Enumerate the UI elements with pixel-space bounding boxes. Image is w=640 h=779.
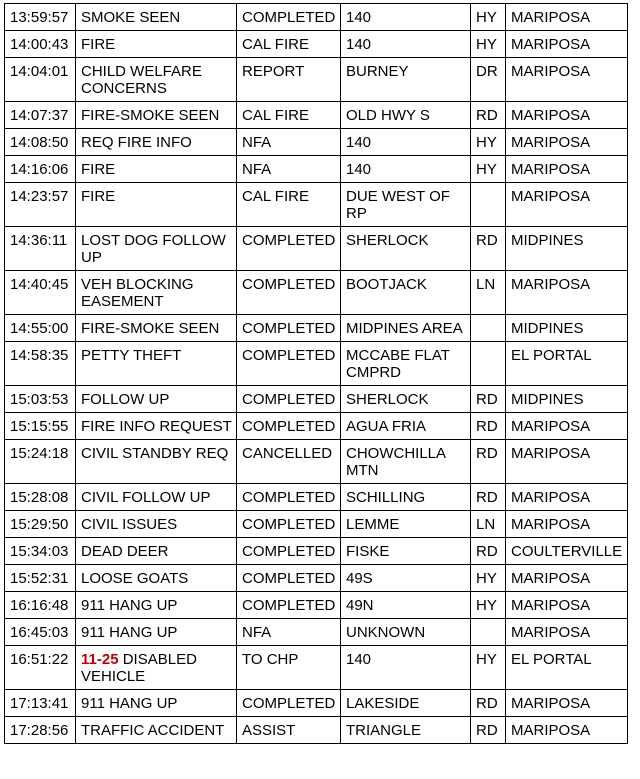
table-row	[5, 717, 628, 744]
city-cell: MIDPINES	[506, 386, 628, 413]
disposition-cell: REPORT	[237, 58, 341, 102]
street-suffix-cell	[471, 619, 506, 646]
incident-type-cell: CIVIL FOLLOW UP	[76, 484, 237, 511]
table-row	[5, 484, 628, 511]
disposition-cell: COMPLETED	[237, 484, 341, 511]
city-cell: MARIPOSA	[506, 511, 628, 538]
incident-type-cell: FOLLOW UP	[76, 386, 237, 413]
time-cell: 15:29:50	[5, 511, 76, 538]
city-cell: MARIPOSA	[506, 565, 628, 592]
table-row	[5, 592, 628, 619]
incident-log-body	[5, 4, 628, 744]
table-row	[5, 58, 628, 102]
disposition-cell: NFA	[237, 156, 341, 183]
city-cell: MARIPOSA	[506, 58, 628, 102]
disposition-cell: CAL FIRE	[237, 31, 341, 58]
table-row	[5, 4, 628, 31]
time-cell: 14:07:37	[5, 102, 76, 129]
incident-type-cell: 911 HANG UP	[76, 619, 237, 646]
street-suffix-cell: RD	[471, 690, 506, 717]
incident-type-cell: CIVIL STANDBY REQ	[76, 440, 237, 484]
street-suffix-cell: HY	[471, 565, 506, 592]
disposition-cell: COMPLETED	[237, 511, 341, 538]
location-cell: 140	[341, 31, 471, 58]
table-row	[5, 271, 628, 315]
time-cell: 14:23:57	[5, 183, 76, 227]
street-suffix-cell: HY	[471, 646, 506, 690]
street-suffix-cell: HY	[471, 592, 506, 619]
disposition-cell: COMPLETED	[237, 413, 341, 440]
city-cell: MARIPOSA	[506, 183, 628, 227]
street-suffix-cell: HY	[471, 129, 506, 156]
location-cell: CHOWCHILLA MTN	[341, 440, 471, 484]
time-cell: 13:59:57	[5, 4, 76, 31]
incident-type-cell	[76, 646, 237, 690]
street-suffix-cell: RD	[471, 102, 506, 129]
street-suffix-cell: RD	[471, 717, 506, 744]
city-cell: MIDPINES	[506, 227, 628, 271]
table-row	[5, 413, 628, 440]
location-cell: SCHILLING	[341, 484, 471, 511]
location-cell: SHERLOCK	[341, 386, 471, 413]
street-suffix-cell: LN	[471, 511, 506, 538]
incident-type-cell: VEH BLOCKING EASEMENT	[76, 271, 237, 315]
table-row	[5, 156, 628, 183]
city-cell: MARIPOSA	[506, 619, 628, 646]
street-suffix-cell: LN	[471, 271, 506, 315]
city-cell: MARIPOSA	[506, 4, 628, 31]
disposition-cell: CAL FIRE	[237, 102, 341, 129]
disposition-cell: COMPLETED	[237, 271, 341, 315]
disposition-cell: COMPLETED	[237, 386, 341, 413]
location-cell: 140	[341, 156, 471, 183]
incident-type-cell: REQ FIRE INFO	[76, 129, 237, 156]
table-row	[5, 619, 628, 646]
incident-type-cell: FIRE	[76, 31, 237, 58]
disposition-cell: COMPLETED	[237, 4, 341, 31]
time-cell: 14:58:35	[5, 342, 76, 386]
time-cell: 16:16:48	[5, 592, 76, 619]
location-cell: 140	[341, 4, 471, 31]
time-cell: 15:52:31	[5, 565, 76, 592]
time-cell: 15:03:53	[5, 386, 76, 413]
disposition-cell: CAL FIRE	[237, 183, 341, 227]
location-cell: 140	[341, 129, 471, 156]
time-cell: 14:16:06	[5, 156, 76, 183]
time-cell: 15:15:55	[5, 413, 76, 440]
incident-type-text: DISABLED VEHICLE	[81, 651, 197, 685]
location-cell: LAKESIDE	[341, 690, 471, 717]
disposition-cell: CANCELLED	[237, 440, 341, 484]
city-cell: COULTERVILLE	[506, 538, 628, 565]
location-cell: OLD HWY S	[341, 102, 471, 129]
location-cell: SHERLOCK	[341, 227, 471, 271]
location-cell: MCCABE FLAT CMPRD	[341, 342, 471, 386]
city-cell: MARIPOSA	[506, 31, 628, 58]
location-cell: DUE WEST OF RP	[341, 183, 471, 227]
table-row	[5, 315, 628, 342]
table-row	[5, 386, 628, 413]
street-suffix-cell: RD	[471, 413, 506, 440]
street-suffix-cell: HY	[471, 31, 506, 58]
time-cell: 15:34:03	[5, 538, 76, 565]
table-row	[5, 31, 628, 58]
street-suffix-cell: RD	[471, 386, 506, 413]
street-suffix-cell: RD	[471, 484, 506, 511]
table-row	[5, 538, 628, 565]
street-suffix-cell: RD	[471, 440, 506, 484]
incident-type-cell: FIRE-SMOKE SEEN	[76, 315, 237, 342]
time-cell: 17:13:41	[5, 690, 76, 717]
disposition-cell: COMPLETED	[237, 592, 341, 619]
location-cell: 49N	[341, 592, 471, 619]
time-cell: 14:55:00	[5, 315, 76, 342]
street-suffix-cell	[471, 183, 506, 227]
location-cell: BURNEY	[341, 58, 471, 102]
incident-type-cell: FIRE INFO REQUEST	[76, 413, 237, 440]
incident-type-cell: 911 HANG UP	[76, 690, 237, 717]
street-suffix-cell: HY	[471, 4, 506, 31]
street-suffix-cell: DR	[471, 58, 506, 102]
disposition-cell: ASSIST	[237, 717, 341, 744]
city-cell: MARIPOSA	[506, 129, 628, 156]
incident-type-cell: PETTY THEFT	[76, 342, 237, 386]
time-cell: 16:45:03	[5, 619, 76, 646]
location-cell: 49S	[341, 565, 471, 592]
table-row	[5, 183, 628, 227]
location-cell: 140	[341, 646, 471, 690]
incident-type-cell: CIVIL ISSUES	[76, 511, 237, 538]
disposition-cell: TO CHP	[237, 646, 341, 690]
incident-type-cell: FIRE	[76, 156, 237, 183]
street-suffix-cell: HY	[471, 156, 506, 183]
incident-type-cell: DEAD DEER	[76, 538, 237, 565]
radio-code: 11-25	[81, 651, 119, 668]
city-cell: MARIPOSA	[506, 690, 628, 717]
city-cell: MARIPOSA	[506, 102, 628, 129]
city-cell: MARIPOSA	[506, 592, 628, 619]
city-cell: MIDPINES	[506, 315, 628, 342]
table-row	[5, 440, 628, 484]
city-cell: MARIPOSA	[506, 271, 628, 315]
table-row	[5, 565, 628, 592]
disposition-cell: COMPLETED	[237, 342, 341, 386]
location-cell: AGUA FRIA	[341, 413, 471, 440]
time-cell: 17:28:56	[5, 717, 76, 744]
location-cell: MIDPINES AREA	[341, 315, 471, 342]
table-row	[5, 227, 628, 271]
location-cell: TRIANGLE	[341, 717, 471, 744]
city-cell: EL PORTAL	[506, 342, 628, 386]
street-suffix-cell: RD	[471, 227, 506, 271]
disposition-cell: NFA	[237, 619, 341, 646]
incident-type-cell: FIRE-SMOKE SEEN	[76, 102, 237, 129]
location-cell: FISKE	[341, 538, 471, 565]
street-suffix-cell	[471, 342, 506, 386]
incident-log-table	[4, 3, 628, 744]
time-cell: 15:24:18	[5, 440, 76, 484]
city-cell: MARIPOSA	[506, 413, 628, 440]
location-cell: LEMME	[341, 511, 471, 538]
location-cell: UNKNOWN	[341, 619, 471, 646]
disposition-cell: COMPLETED	[237, 565, 341, 592]
street-suffix-cell: RD	[471, 538, 506, 565]
time-cell: 15:28:08	[5, 484, 76, 511]
time-cell: 16:51:22	[5, 646, 76, 690]
table-row	[5, 690, 628, 717]
time-cell: 14:40:45	[5, 271, 76, 315]
time-cell: 14:00:43	[5, 31, 76, 58]
location-cell: BOOTJACK	[341, 271, 471, 315]
incident-type-cell: LOST DOG FOLLOW UP	[76, 227, 237, 271]
incident-type-cell: 911 HANG UP	[76, 592, 237, 619]
city-cell: EL PORTAL	[506, 646, 628, 690]
city-cell: MARIPOSA	[506, 156, 628, 183]
disposition-cell: COMPLETED	[237, 227, 341, 271]
table-row	[5, 102, 628, 129]
time-cell: 14:08:50	[5, 129, 76, 156]
table-row	[5, 646, 628, 690]
city-cell: MARIPOSA	[506, 440, 628, 484]
incident-type-cell: TRAFFIC ACCIDENT	[76, 717, 237, 744]
incident-type-cell: FIRE	[76, 183, 237, 227]
incident-type-cell: LOOSE GOATS	[76, 565, 237, 592]
table-row	[5, 511, 628, 538]
city-cell: MARIPOSA	[506, 717, 628, 744]
table-row	[5, 342, 628, 386]
disposition-cell: COMPLETED	[237, 538, 341, 565]
time-cell: 14:36:11	[5, 227, 76, 271]
disposition-cell: COMPLETED	[237, 315, 341, 342]
time-cell: 14:04:01	[5, 58, 76, 102]
city-cell: MARIPOSA	[506, 484, 628, 511]
incident-type-cell: CHILD WELFARE CONCERNS	[76, 58, 237, 102]
incident-type-cell: SMOKE SEEN	[76, 4, 237, 31]
disposition-cell: NFA	[237, 129, 341, 156]
disposition-cell: COMPLETED	[237, 690, 341, 717]
street-suffix-cell	[471, 315, 506, 342]
table-row	[5, 129, 628, 156]
